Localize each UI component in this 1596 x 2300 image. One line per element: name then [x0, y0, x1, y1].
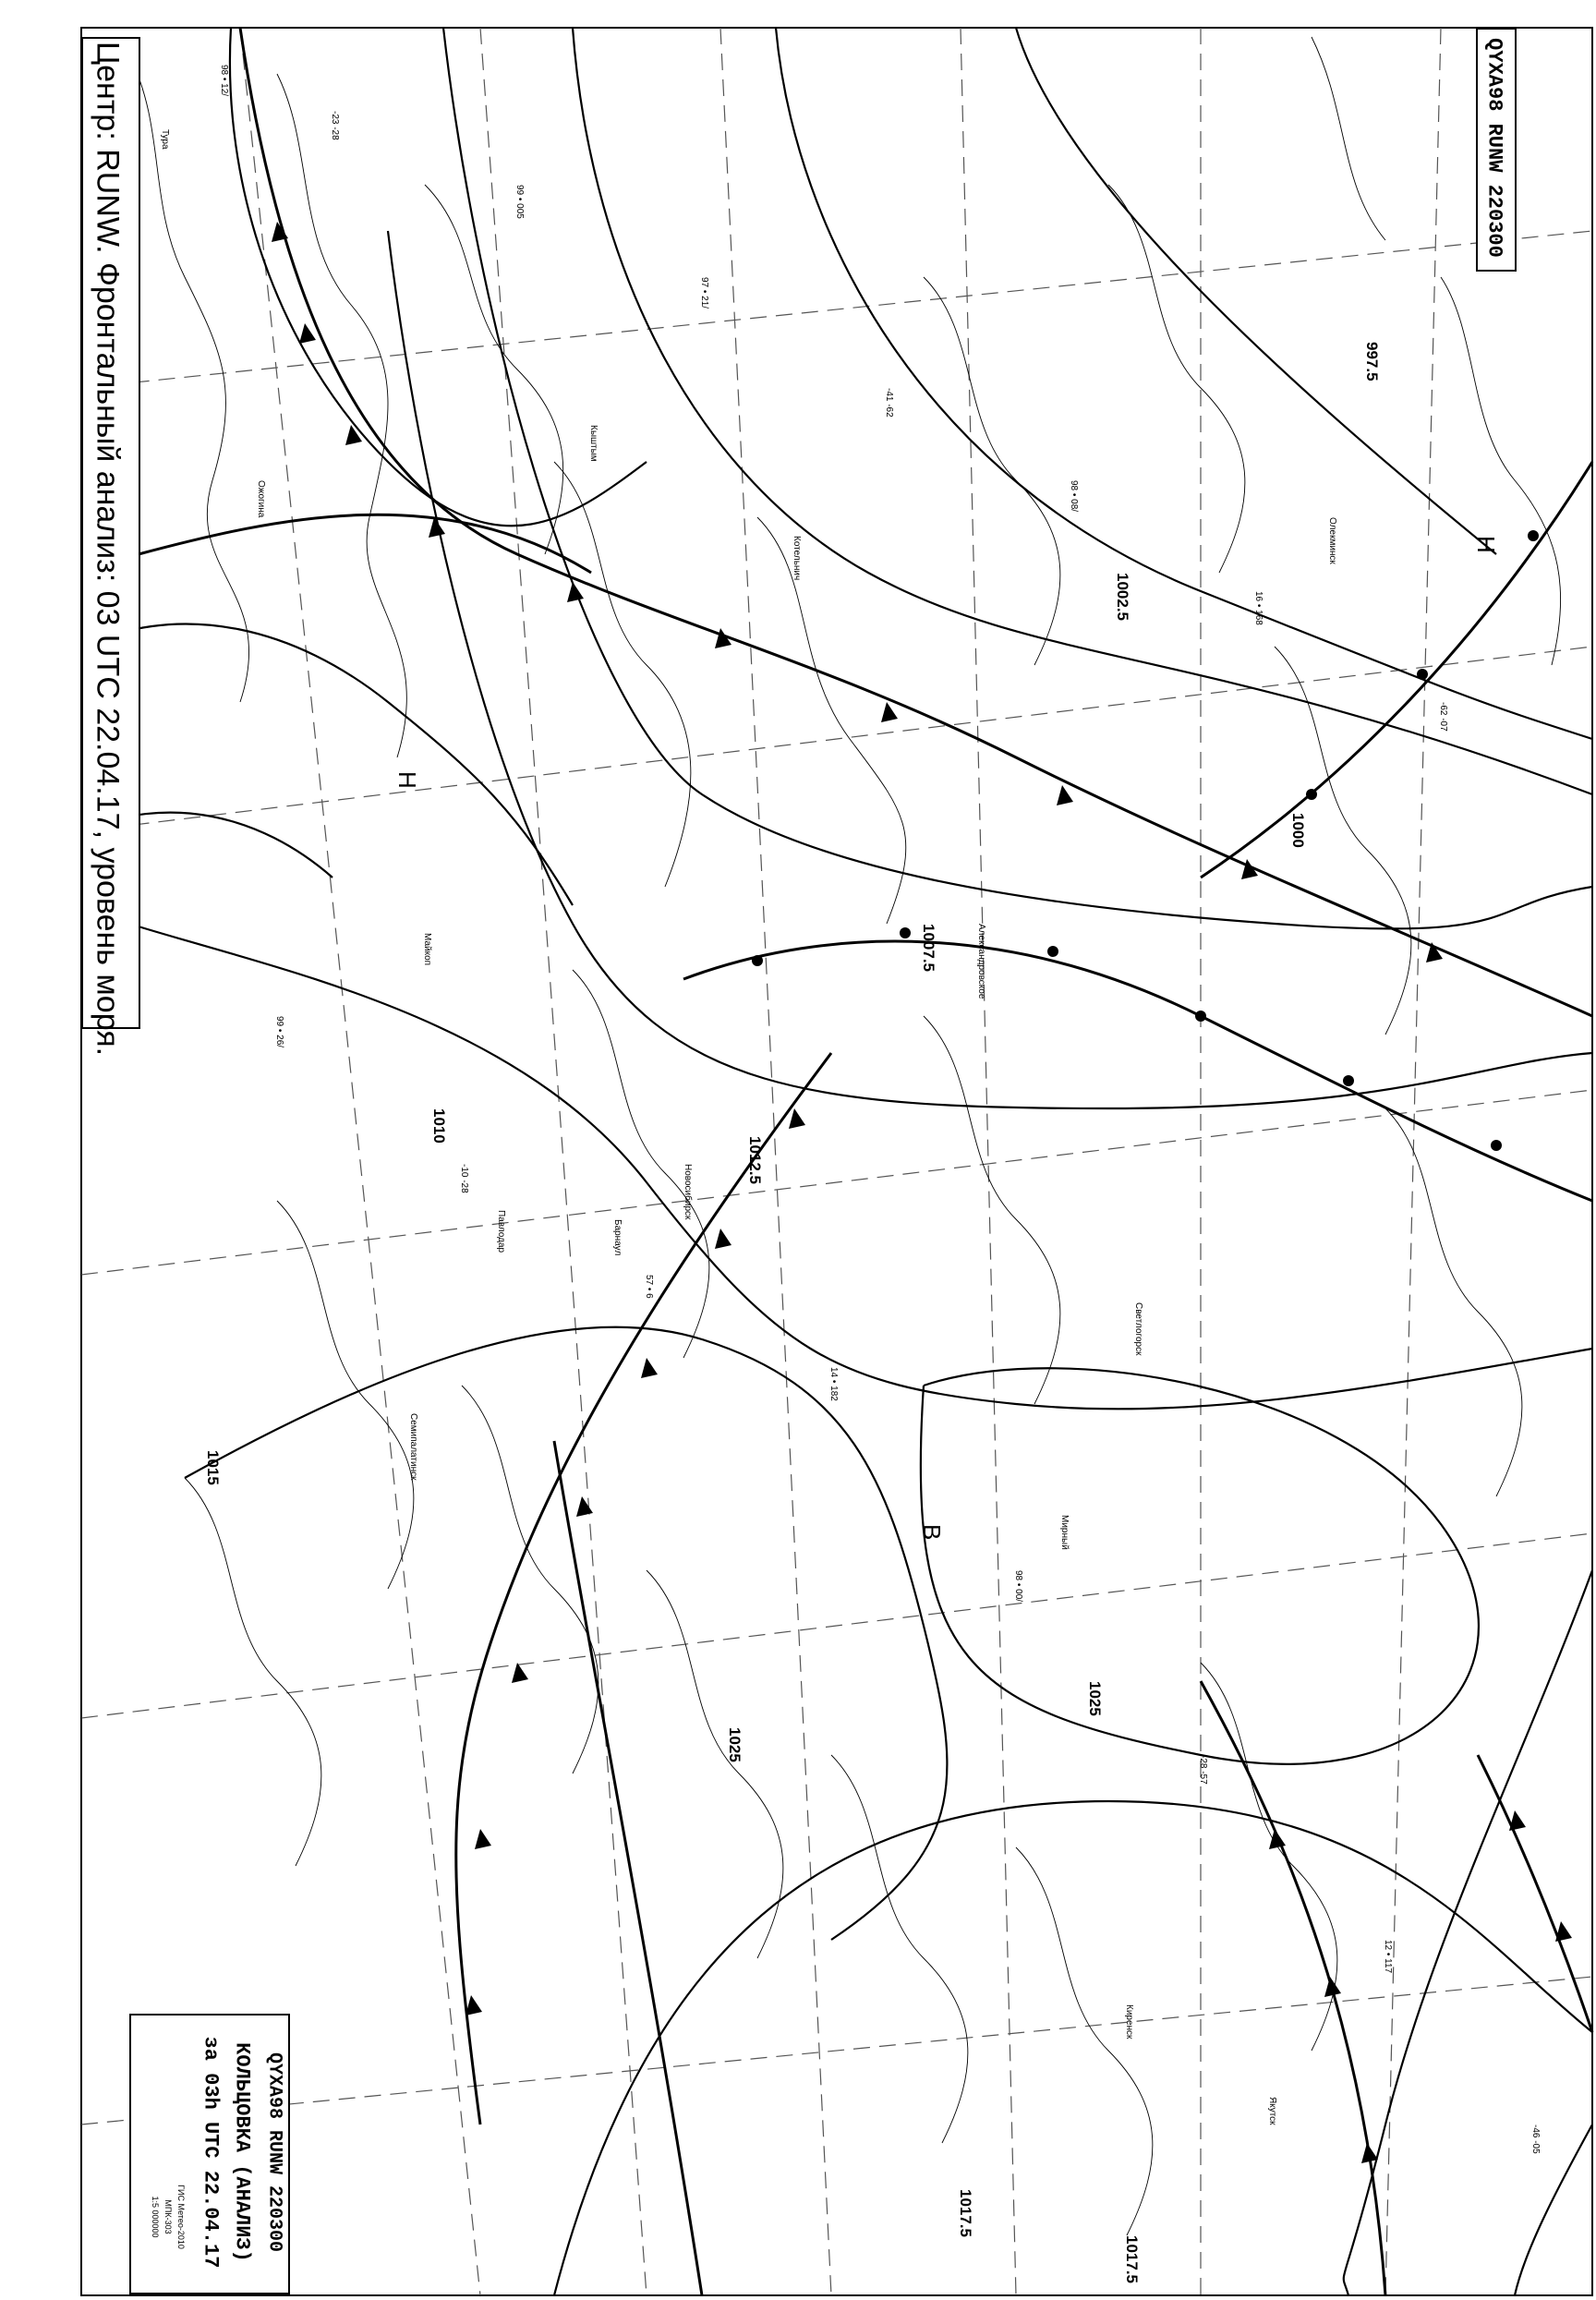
code-header: QYXA98 RUNW 220300 [1482, 38, 1506, 258]
station-plot: 57 • 6 [644, 1275, 654, 1299]
station-plot: 12 • 117 [1383, 1940, 1393, 1974]
station-plot: -23 -28 [330, 111, 340, 140]
isobar-label: 1017.5 [1123, 2235, 1141, 2283]
place-name: Барнаул [612, 1219, 623, 1256]
station-plots [219, 65, 1541, 2154]
station-plot: -10 -28 [459, 1164, 469, 1193]
station-plot: 14 • 182 [828, 1367, 839, 1401]
place-name: Котельнич [792, 536, 802, 581]
isobar-label: 1010 [430, 1108, 448, 1144]
stamp-time: за 03h UTC 22.04.17 [199, 2036, 223, 2269]
isobar-labels [204, 342, 1381, 2289]
cold-front-1 [240, 28, 1592, 1016]
isobar-8 [185, 1327, 947, 1940]
geography-lines [129, 37, 1561, 2238]
isobar-label: 1012.5 [746, 1136, 764, 1184]
place-name: Семипалатинск [408, 1413, 418, 1481]
stamp-device: МПК-303 [163, 2199, 173, 2234]
front-4 [554, 1441, 702, 2295]
place-name: Якутск [1267, 2097, 1277, 2125]
isobar-label: 1015 [204, 1450, 222, 1485]
place-name: Тура [160, 129, 170, 150]
station-plot: 98 • 12/ [219, 65, 229, 97]
front-2 [139, 514, 591, 573]
isobar-label: 1007.5 [920, 924, 937, 972]
isobar-1 [230, 28, 647, 526]
isobar-label: 1002.5 [1114, 573, 1131, 621]
cold-front-3 [456, 1053, 831, 2124]
isobar-11 [1515, 2124, 1592, 2295]
station-plot: 97 • 21/ [699, 277, 709, 309]
stamp-software: ГИС Метео-2010 [176, 2185, 186, 2249]
stamp-code: QYXA98 RUNW 220300 [263, 2052, 285, 2253]
station-plot: 99 • 26/ [274, 1016, 284, 1048]
station-plot: 98 • 00/ [1013, 1570, 1023, 1603]
station-plot: -62 -07 [1438, 702, 1448, 732]
front-5 [1201, 1681, 1385, 2295]
station-plot: -28 -57 [1198, 1755, 1208, 1785]
isobar-high [921, 1368, 1479, 1764]
isobar-2 [1016, 28, 1496, 554]
isobar-label: 1000 [1289, 813, 1307, 848]
isobar-label: 1025 [1086, 1681, 1104, 1716]
isobar-5 [443, 28, 1592, 928]
place-name: Олекминск [1327, 517, 1337, 564]
front-6 [1478, 1755, 1592, 2032]
pressure-centers [393, 536, 1500, 1540]
station-plot: 16 • 168 [1253, 591, 1264, 625]
station-plot: 98 • 08/ [1069, 480, 1079, 513]
station-plot: 99 • 005 [514, 185, 525, 219]
station-plot: -41 -62 [884, 388, 894, 418]
place-name: Светлогорск [1133, 1302, 1143, 1356]
low-center-label: Н [393, 771, 421, 789]
isobar-12 [81, 624, 573, 905]
place-name: Майкоп [422, 933, 432, 966]
place-name: Мирный [1059, 1515, 1070, 1550]
stamp-scale: 1:5 000000 [151, 2196, 160, 2238]
stamp-title: КОЛЬЦОВКА (АНАЛИЗ) [230, 2042, 254, 2262]
place-name: Ожогина [256, 480, 266, 518]
isobar-label: 997.5 [1363, 342, 1381, 381]
warm-front [683, 941, 1592, 1201]
isobar-label: 1017.5 [957, 2189, 974, 2237]
station-plot: -46 -05 [1530, 2124, 1541, 2154]
place-name: Александровское [976, 924, 986, 999]
low-center-label: Н [1472, 536, 1500, 553]
place-name: Павлодар [496, 1210, 506, 1253]
isobar-9 [554, 1801, 1592, 2295]
map-title: Центр: RUNW. Фронтальный анализ: 03 UTC 22.04.17, уровень моря. [90, 42, 126, 1057]
place-name: Новосибирск [683, 1164, 693, 1220]
place-names [160, 129, 1337, 2125]
isobar-7 [129, 924, 1592, 1409]
high-center-label: В [918, 1524, 946, 1541]
place-name: Киренск [1124, 2004, 1134, 2040]
isobar-label: 1025 [726, 1727, 744, 1762]
place-name: Кыштым [588, 425, 598, 462]
isobar-6 [388, 231, 1592, 1108]
